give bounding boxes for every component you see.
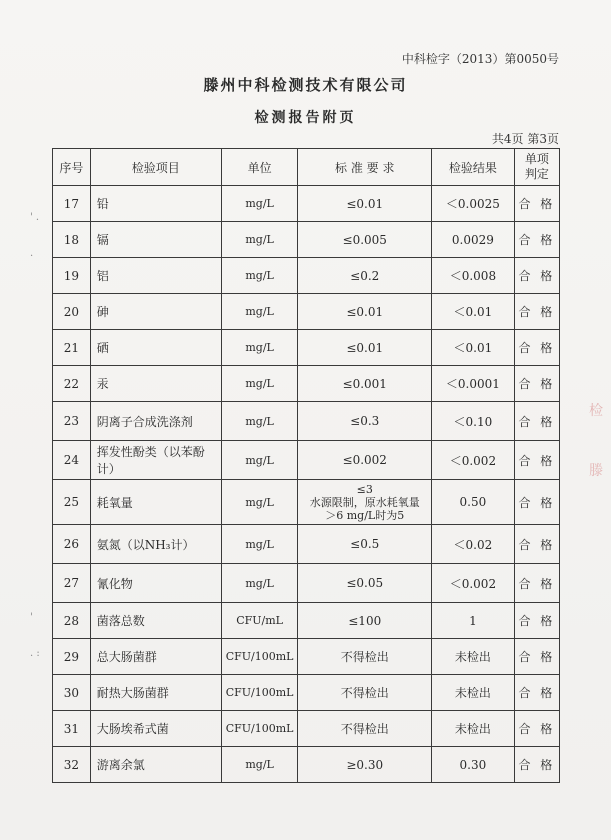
unit: mg/L: [221, 441, 298, 480]
standard-line: 水源限制，原水耗氧量: [309, 495, 420, 509]
row-number: 26: [53, 525, 91, 564]
test-item: 耗氧量: [90, 480, 221, 525]
table-row: [53, 480, 560, 525]
row-number: 23: [53, 402, 91, 441]
standard-requirement: 不得检出: [298, 675, 432, 711]
unit: mg/L: [221, 564, 298, 603]
scan-mark: ': [30, 612, 33, 623]
unit: mg/L: [221, 525, 298, 564]
header-unit: 单位: [221, 149, 298, 186]
row-number: 17: [53, 186, 91, 222]
unit: mg/L: [221, 222, 298, 258]
standard-line: ＞6 mg/L时为5: [325, 508, 405, 522]
standard-requirement: ≤0.5: [298, 525, 432, 564]
unit: mg/L: [221, 480, 298, 525]
row-number: 25: [53, 480, 91, 525]
header-judge-line2: 判定: [524, 167, 549, 181]
test-item: 氰化物: [90, 564, 221, 603]
table-row: [53, 747, 560, 783]
test-item: 氨氮（以NH₃计）: [90, 525, 221, 564]
header-standard: 标 准 要 求: [298, 149, 432, 186]
standard-requirement: ≤0.01: [298, 294, 432, 330]
standard-requirement: ≤0.3: [298, 402, 432, 441]
scan-mark: . :: [30, 648, 40, 659]
table-row: [53, 258, 560, 294]
unit: mg/L: [221, 186, 298, 222]
judgement: 合 格: [514, 639, 559, 675]
table-row: [53, 639, 560, 675]
row-number: 24: [53, 441, 91, 480]
table-row: [53, 366, 560, 402]
judgement: 合 格: [514, 258, 559, 294]
row-number: 21: [53, 330, 91, 366]
standard-requirement: ≤0.2: [298, 258, 432, 294]
judgement: 合 格: [514, 330, 559, 366]
row-number: 31: [53, 711, 91, 747]
test-item: 游离余氯: [90, 747, 221, 783]
table-row: [53, 675, 560, 711]
standard-requirement: ≤100: [298, 603, 432, 639]
document-number: 中科检字（2013）第0050号: [401, 52, 559, 66]
row-number: 19: [53, 258, 91, 294]
test-result: ＜0.002: [432, 441, 515, 480]
judgement: 合 格: [514, 603, 559, 639]
test-result: ＜0.10: [432, 402, 515, 441]
test-item: 铝: [90, 258, 221, 294]
unit: CFU/100mL: [221, 639, 298, 675]
standard-requirement: [298, 480, 432, 525]
company-name: 滕州中科检测技术有限公司: [203, 76, 408, 94]
test-result: 未检出: [432, 711, 515, 747]
judgement: 合 格: [514, 747, 559, 783]
header-no: 序号: [53, 149, 91, 186]
row-number: 22: [53, 366, 91, 402]
table-row: [53, 186, 560, 222]
judgement: 合 格: [514, 441, 559, 480]
test-result: ＜0.008: [432, 258, 515, 294]
test-result: 未检出: [432, 639, 515, 675]
standard-requirement: ≤0.01: [298, 330, 432, 366]
unit: mg/L: [221, 258, 298, 294]
page-info: 共4页 第3页: [491, 132, 559, 146]
judgement: 合 格: [514, 294, 559, 330]
standard-requirement: ≥0.30: [298, 747, 432, 783]
standard-requirement: ≤0.002: [298, 441, 432, 480]
test-result: ＜0.02: [432, 525, 515, 564]
row-number: 20: [53, 294, 91, 330]
report-subtitle: 检测报告附页: [254, 110, 357, 126]
header-item: 检验项目: [90, 149, 221, 186]
header-result: 检验结果: [432, 149, 515, 186]
test-result: 0.30: [432, 747, 515, 783]
test-result: 0.0029: [432, 222, 515, 258]
judgement: 合 格: [514, 711, 559, 747]
standard-requirement: ≤0.01: [298, 186, 432, 222]
test-item: 耐热大肠菌群: [90, 675, 221, 711]
judgement: 合 格: [514, 186, 559, 222]
table-row: [53, 564, 560, 603]
standard-requirement: ≤0.05: [298, 564, 432, 603]
test-item: 挥发性酚类（以苯酚计）: [90, 441, 221, 480]
table-row: [53, 222, 560, 258]
test-result: ＜0.002: [432, 564, 515, 603]
judgement: 合 格: [514, 222, 559, 258]
row-number: 30: [53, 675, 91, 711]
test-result: 未检出: [432, 675, 515, 711]
table-row: [53, 441, 560, 480]
test-results-table: [52, 148, 560, 783]
scan-mark: .: [30, 248, 34, 259]
test-result: ＜0.0025: [432, 186, 515, 222]
test-item: 阴离子合成洗涤剂: [90, 402, 221, 441]
test-result: 1: [432, 603, 515, 639]
test-item: 砷: [90, 294, 221, 330]
table-row: [53, 525, 560, 564]
test-result: ＜0.01: [432, 330, 515, 366]
test-result: 0.50: [432, 480, 515, 525]
judgement: 合 格: [514, 525, 559, 564]
test-result: ＜0.01: [432, 294, 515, 330]
standard-requirement: ≤0.001: [298, 366, 432, 402]
test-item: 汞: [90, 366, 221, 402]
test-item: 总大肠菌群: [90, 639, 221, 675]
row-number: 28: [53, 603, 91, 639]
unit: CFU/mL: [221, 603, 298, 639]
table-row: [53, 330, 560, 366]
test-item: 大肠埃希式菌: [90, 711, 221, 747]
standard-requirement: 不得检出: [298, 711, 432, 747]
unit: CFU/100mL: [221, 711, 298, 747]
unit: mg/L: [221, 402, 298, 441]
judgement: 合 格: [514, 675, 559, 711]
table-row: [53, 294, 560, 330]
row-number: 18: [53, 222, 91, 258]
row-number: 32: [53, 747, 91, 783]
unit: CFU/100mL: [221, 675, 298, 711]
unit: mg/L: [221, 366, 298, 402]
unit: mg/L: [221, 294, 298, 330]
header-judge: [514, 149, 559, 186]
unit: mg/L: [221, 330, 298, 366]
table-header-row: [53, 149, 560, 186]
standard-requirement: 不得检出: [298, 639, 432, 675]
row-number: 29: [53, 639, 91, 675]
test-item: 硒: [90, 330, 221, 366]
red-stamp-fragment: 检 滕: [589, 403, 603, 479]
judgement: 合 格: [514, 402, 559, 441]
test-item: 铅: [90, 186, 221, 222]
table-row: [53, 711, 560, 747]
unit: mg/L: [221, 747, 298, 783]
judgement: 合 格: [514, 366, 559, 402]
header-judge-line1: 单项: [524, 152, 549, 166]
test-item: 菌落总数: [90, 603, 221, 639]
scan-mark: ' .: [30, 212, 40, 223]
test-item: 镉: [90, 222, 221, 258]
standard-requirement: ≤0.005: [298, 222, 432, 258]
table-row: [53, 402, 560, 441]
judgement: 合 格: [514, 480, 559, 525]
standard-line: ≤3: [356, 482, 373, 496]
table-row: [53, 603, 560, 639]
judgement: 合 格: [514, 564, 559, 603]
test-result: ＜0.0001: [432, 366, 515, 402]
row-number: 27: [53, 564, 91, 603]
